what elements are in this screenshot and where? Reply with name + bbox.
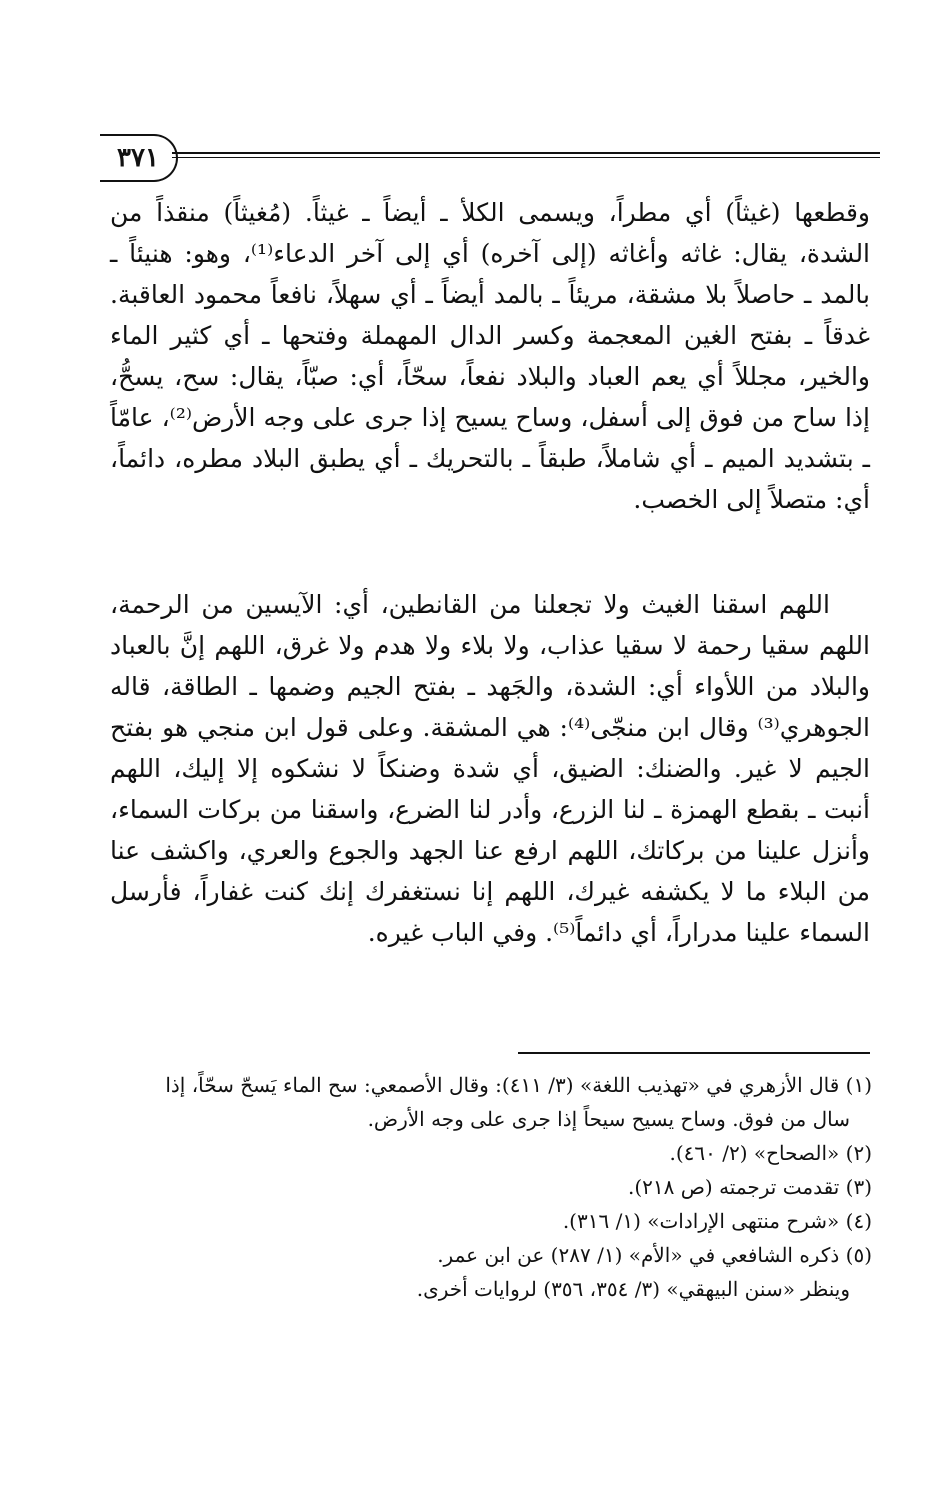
paragraph-2-text: اللهم اسقنا الغيث ولا تجعلنا من القانطين، أي: الآيسين من الرحمة، اللهم سقيا رحمة لا سقيا عذاب، ولا بلاء ولا هدم ولا غرق، اللهم إنَّ بالعباد والبلاد من اللأواء أي: الشدة، والجَهد ـ بفتح الجيم وضمها ـ الطاقة، قاله الجوهري⁽³⁾ وقال ابن منجّى⁽⁴⁾: هي المشقة. وعلى قول ابن منجي هو بفتح الجيم لا غير. والضنك: الضيق، أي شدة وضنكاً لا نشكوه إلا إليك، اللهم أنبت ـ بقطع الهمزة ـ لنا الزرع، وأدر لنا الضرع، واسقنا من بركات السماء، وأنزل علينا من بركاتك، اللهم ارفع عنا الجهد والجوع والعري، واكشف عنا من البلاء ما لا يكشفه غيرك، اللهم إنا نستغفرك إنك كنت غفاراً، فأرسل السماء علينا مدراراً، أي دائماً⁽⁵⁾. وفي الباب غيره.	[110, 590, 870, 947]
footnote-4: (٤) «شرح منتهى الإرادات» (١/ ٣١٦).	[562, 1209, 872, 1233]
footnote-divider	[518, 1052, 870, 1054]
footnotes	[110, 1068, 872, 1306]
page-number: ٣٧١	[100, 134, 178, 182]
footnote-1: (١) قال الأزهري في «تهذيب اللغة» (٣/ ٤١١): وقال الأصمعي: سح الماء يَسحّ سحّاً، إذا	[165, 1073, 872, 1097]
footnote-1-continued: سال من فوق. وساح يسيح سيحاً إذا جرى على وجه الأرض.	[367, 1107, 850, 1131]
footnote-5-continued: وينظر «سنن البيهقي» (٣/ ٣٥٤، ٣٥٦) لروايات أخرى.	[416, 1277, 850, 1301]
footnote-2: (٢) «الصحاح» (٢/ ٤٦٠).	[669, 1141, 872, 1165]
header-rule	[172, 146, 880, 160]
footnote-5: (٥) ذكره الشافعي في «الأم» (١/ ٢٨٧) عن ابن عمر.	[437, 1243, 872, 1267]
paragraph-2	[110, 584, 870, 953]
paragraph-1-text: وقطعها (غيثاً) أي مطراً، ويسمى الكلأ ـ أيضاً ـ غيثاً. (مُغيثاً) منقذاً من الشدة، يقال: غاثه وأغاثه (إلى آخره) أي إلى آخر الدعاء⁽¹⁾، وهو: هنيئاً ـ بالمد ـ حاصلاً بلا مشقة، مريئاً ـ بالمد أيضاً ـ أي سهلاً، نافعاً محمود العاقبة. غدقاً ـ بفتح الغين المعجمة وكسر الدال المهملة وفتحها ـ أي كثير الماء والخير، مجللاً أي يعم العباد والبلاد نفعاً، سحّاً، أي: صبّاً، يقال: سح، يسحُّ، إذا ساح من فوق إلى أسفل، وساح يسيح إذا جرى على وجه الأرض⁽²⁾، عامّاً ـ بتشديد الميم ـ أي شاملاً، طبقاً ـ بالتحريك ـ أي يطبق البلاد مطره، دائماً، أي: متصلاً إلى الخصب.	[110, 198, 871, 514]
footnote-3: (٣) تقدمت ترجمته (ص ٢١٨).	[627, 1175, 872, 1199]
paragraph-1	[110, 192, 870, 520]
